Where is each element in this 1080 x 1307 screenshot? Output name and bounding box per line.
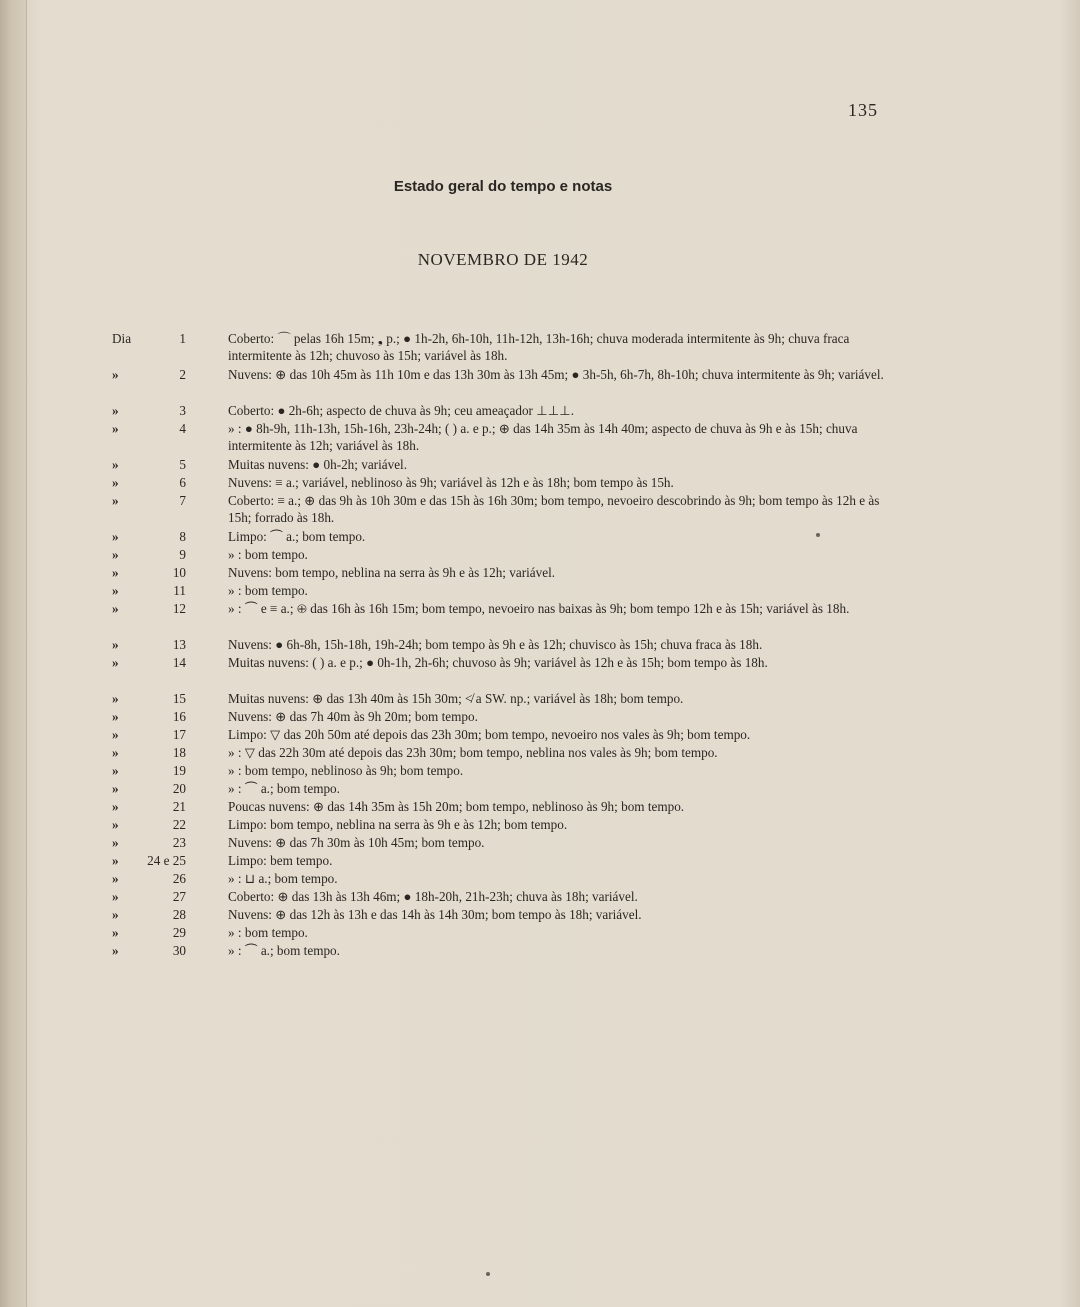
ditto-mark: » — [112, 637, 119, 652]
weather-note: Coberto: ⊕ das 13h às 13h 46m; ● 18h-20h, 21h-23h; chuva às 18h; variável. — [228, 889, 638, 904]
ditto-mark: » — [112, 403, 119, 418]
ditto-mark: » — [112, 925, 119, 940]
ditto-mark: » — [112, 421, 119, 436]
weather-note: Limpo: bom tempo, neblina na serra às 9h e às 12h; bom tempo. — [228, 817, 568, 832]
weather-note: » : ⏜ a.; bom tempo. — [228, 781, 340, 796]
ditto-mark: » — [112, 763, 119, 778]
section-heading: Estado geral do tempo e notas — [393, 178, 613, 195]
ditto-mark: » — [112, 853, 119, 868]
day-number: 19 — [172, 763, 186, 778]
weather-note: » : bom tempo. — [228, 925, 308, 940]
ditto-mark: » — [112, 565, 119, 580]
weather-note: Coberto: ⌒ pelas 16h 15m; ❟ p.; ● 1h-2h, 6h-10h, 11h-12h, 13h-16h; chuva moderada intermitente às 9h; chuva fraca intermitente às 12h; chuvoso às 15h; variável às 18h. — [228, 331, 853, 363]
weather-note: Muitas nuvens: ( ) a. e p.; ● 0h-1h, 2h-6h; chuvoso às 9h; variável às 12h e às 15h; bom tempo às 18h. — [228, 655, 768, 670]
month-heading: NOVEMBRO DE 1942 — [417, 250, 589, 269]
day-number: 3 — [179, 403, 186, 418]
day-number: 21 — [172, 799, 186, 814]
page-binding-edge — [0, 0, 27, 1307]
weather-note: Coberto: ≡ a.; ⊕ das 9h às 10h 30m e das 15h às 16h 30m; bom tempo, nevoeiro descobrindo às 9h; bom tempo às 12h e às 15h; forrado às 18h. — [228, 493, 883, 525]
weather-note: Nuvens: bom tempo, neblina na serra às 9h e às 12h; variável. — [228, 565, 556, 580]
day-number: 27 — [172, 889, 186, 904]
weather-note: Muitas nuvens: ● 0h-2h; variável. — [228, 457, 408, 472]
weather-note: » : ● 8h-9h, 11h-13h, 15h-16h, 23h-24h; ( ) a. e p.; ⊕ das 14h 35m às 14h 40m; aspecto de chuva às 9h e às 15h; chuva intermitente às 12h; variável às 18h. — [228, 421, 861, 453]
weather-note: » : ⏜ e ≡ a.; ⊕ das 16h às 16h 15m; bom tempo, nevoeiro nas baixas às 9h; bom tempo 12h e às 15h; variável às 18h. — [228, 601, 850, 616]
ditto-mark: » — [112, 727, 119, 742]
ditto-mark: » — [112, 745, 119, 760]
weather-note: Nuvens: ● 6h-8h, 15h-18h, 19h-24h; bom tempo às 9h e às 12h; chuvisco às 15h; chuva fraca às 18h. — [228, 637, 763, 652]
weather-note: » : ⊔ a.; bom tempo. — [228, 871, 338, 886]
weather-note: » : ⏜ a.; bom tempo. — [228, 943, 340, 958]
day-number: 23 — [172, 835, 186, 850]
day-number: 30 — [172, 943, 186, 958]
day-number: 17 — [172, 727, 186, 742]
ditto-mark: » — [112, 493, 119, 508]
weather-note: Nuvens: ⊕ das 10h 45m às 11h 10m e das 13h 30m às 13h 45m; ● 3h-5h, 6h-7h, 8h-10h; chuva intermitente às 9h; variável. — [228, 367, 884, 382]
day-number: 20 — [172, 781, 186, 796]
day-number: 13 — [172, 637, 186, 652]
weather-note: Limpo: ⏜ a.; bom tempo. — [228, 529, 366, 544]
weather-note: Limpo: ▽ das 20h 50m até depois das 23h 30m; bom tempo, nevoeiro nos vales às 9h; bom tempo. — [228, 727, 751, 742]
ditto-mark: » — [112, 781, 119, 796]
ditto-mark: » — [112, 547, 119, 562]
page-number: 135 — [848, 100, 878, 120]
weather-note: Muitas nuvens: ⊕ das 13h 40m às 15h 30m; ≮ a SW. np.; variável às 18h; bom tempo. — [228, 691, 684, 706]
day-number: 7 — [179, 493, 186, 508]
ditto-mark: » — [112, 475, 119, 490]
day-number: 26 — [172, 871, 186, 886]
day-number: 15 — [172, 691, 186, 706]
ditto-mark: » — [112, 907, 119, 922]
day-number: 28 — [172, 907, 186, 922]
weather-note: Nuvens: ≡ a.; variável, neblinoso às 9h; variável às 12h e às 18h; bom tempo às 15h. — [228, 475, 674, 490]
day-number: 5 — [179, 457, 186, 472]
day-number: 29 — [172, 925, 186, 940]
day-number: 6 — [179, 475, 186, 490]
day-number: 9 — [179, 547, 186, 562]
day-column-label: Dia — [112, 331, 132, 346]
ditto-mark: » — [112, 601, 119, 616]
weather-note: Nuvens: ⊕ das 7h 40m às 9h 20m; bom tempo. — [228, 709, 478, 724]
day-number: 2 — [179, 367, 186, 382]
weather-note: » : bom tempo. — [228, 547, 308, 562]
day-number: 8 — [179, 529, 186, 544]
ditto-mark: » — [112, 529, 119, 544]
day-number: 4 — [179, 421, 186, 436]
ditto-mark: » — [112, 943, 119, 958]
weather-note: » : bom tempo. — [228, 583, 308, 598]
day-number: 24 e 25 — [147, 853, 186, 868]
ditto-mark: » — [112, 709, 119, 724]
ditto-mark: » — [112, 367, 119, 382]
ditto-mark: » — [112, 871, 119, 886]
paper-speck — [816, 533, 820, 537]
ditto-mark: » — [112, 583, 119, 598]
day-number: 16 — [172, 709, 186, 724]
weather-note: Nuvens: ⊕ das 12h às 13h e das 14h às 14h 30m; bom tempo às 18h; variável. — [228, 907, 642, 922]
day-number: 22 — [172, 817, 186, 832]
day-number: 1 — [179, 331, 186, 346]
paper-speck — [486, 1272, 490, 1276]
ditto-mark: » — [112, 799, 119, 814]
ditto-mark: » — [112, 655, 119, 670]
weather-note: » : ▽ das 22h 30m até depois das 23h 30m; bom tempo, neblina nos vales às 9h; bom tempo. — [228, 745, 718, 760]
ditto-mark: » — [112, 691, 119, 706]
day-number: 12 — [172, 601, 186, 616]
ditto-mark: » — [112, 889, 119, 904]
day-number: 14 — [172, 655, 186, 670]
day-number: 10 — [172, 565, 186, 580]
ditto-mark: » — [112, 817, 119, 832]
ditto-mark: » — [112, 835, 119, 850]
weather-note: Nuvens: ⊕ das 7h 30m às 10h 45m; bom tempo. — [228, 835, 485, 850]
ditto-mark: » — [112, 457, 119, 472]
weather-note: Limpo: bem tempo. — [228, 853, 333, 868]
day-number: 18 — [172, 745, 186, 760]
weather-note: Poucas nuvens: ⊕ das 14h 35m às 15h 20m; bom tempo, neblinoso às 9h; bom tempo. — [228, 799, 685, 814]
weather-note: Coberto: ● 2h-6h; aspecto de chuva às 9h; ceu ameaçador ⊥⊥⊥. — [228, 403, 574, 418]
weather-note: » : bom tempo, neblinoso às 9h; bom tempo. — [228, 763, 464, 778]
day-number: 11 — [173, 583, 186, 598]
